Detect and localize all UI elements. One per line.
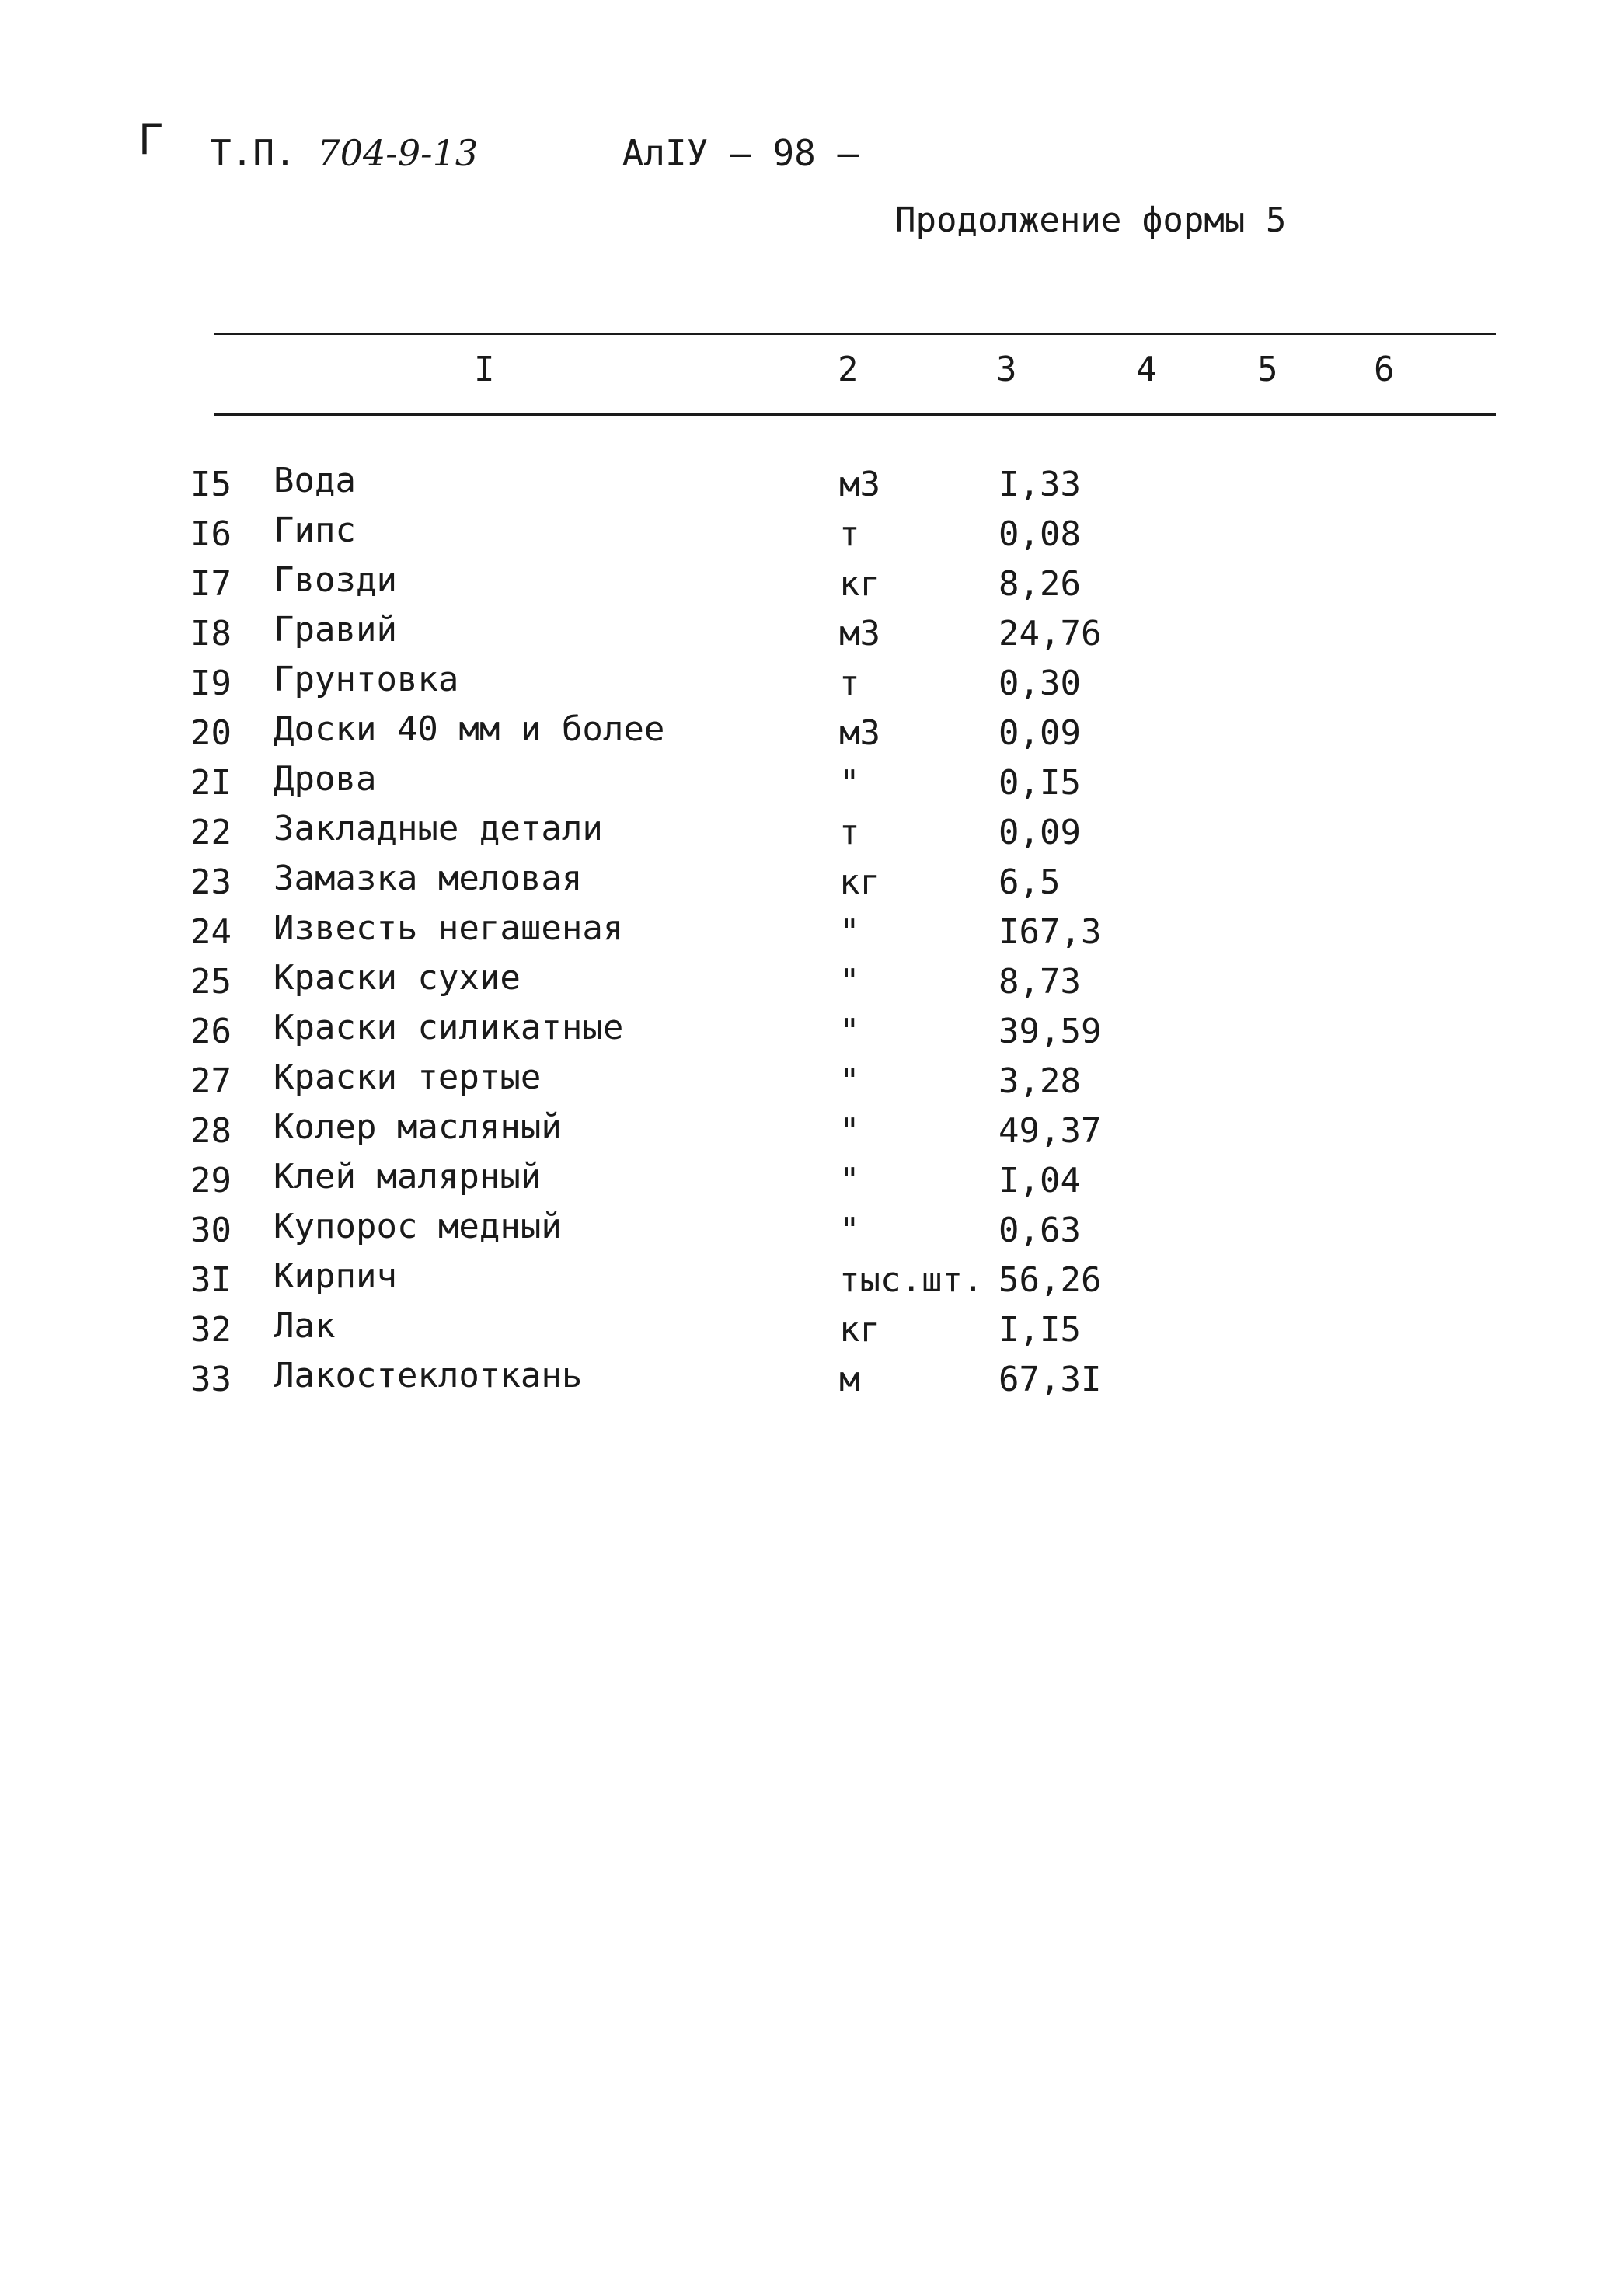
material-name: Дрова [274, 759, 377, 799]
row-number: I6 [190, 514, 232, 554]
quantity: 6,5 [998, 862, 1061, 902]
album-label: АлIУ [622, 132, 709, 174]
column-header: I [474, 350, 495, 389]
quantity: 39,59 [998, 1012, 1102, 1051]
quantity: 0,30 [998, 664, 1081, 703]
row-number: 25 [190, 962, 232, 1002]
material-name: Кирпич [274, 1256, 397, 1296]
row-number: I7 [190, 564, 232, 604]
unit: " [839, 1211, 860, 1250]
quantity: 67,3I [998, 1360, 1102, 1399]
material-name: Гвозди [274, 560, 397, 600]
row-number: 20 [190, 713, 232, 753]
unit: т [839, 514, 860, 554]
material-name: Гипс [274, 510, 356, 550]
quantity: 0,63 [998, 1211, 1081, 1250]
quantity: 8,73 [998, 962, 1081, 1002]
row-number: 28 [190, 1111, 232, 1151]
doc-prefix: Т.П. [210, 132, 296, 174]
row-number: 3I [190, 1260, 232, 1300]
material-name: Замазка меловая [274, 859, 583, 898]
row-number: 26 [190, 1012, 232, 1051]
unit: " [839, 1061, 860, 1101]
column-header: 6 [1374, 350, 1395, 389]
row-number: 27 [190, 1061, 232, 1101]
unit: " [839, 962, 860, 1002]
unit: кг [839, 564, 880, 604]
unit: м3 [839, 614, 880, 653]
row-number: I8 [190, 614, 232, 653]
material-name: Краски силикатные [274, 1008, 624, 1047]
material-name: Известь негашеная [274, 908, 624, 948]
column-header: 5 [1257, 350, 1278, 389]
quantity: 0,08 [998, 514, 1081, 554]
unit: т [839, 664, 860, 703]
quantity: I,33 [998, 465, 1081, 504]
material-name: Лакостеклоткань [274, 1356, 583, 1395]
unit: тыс.шт. [839, 1260, 984, 1300]
unit: " [839, 1012, 860, 1051]
quantity: I,04 [998, 1161, 1081, 1200]
row-number: 29 [190, 1161, 232, 1200]
quantity: 3,28 [998, 1061, 1081, 1101]
unit: м [839, 1360, 860, 1399]
quantity: 24,76 [998, 614, 1102, 653]
unit: " [839, 763, 860, 803]
unit: " [839, 912, 860, 952]
document-header [210, 132, 859, 174]
page-number: — 98 — [730, 132, 859, 174]
material-name: Лак [274, 1306, 336, 1346]
quantity: 0,09 [998, 813, 1081, 852]
table-top-rule [214, 333, 1496, 335]
row-number: 32 [190, 1310, 232, 1350]
row-number: 2I [190, 763, 232, 803]
unit: кг [839, 1310, 880, 1350]
page-subtitle: Продолжение формы 5 [895, 200, 1287, 240]
material-name: Купорос медный [274, 1207, 562, 1246]
material-name: Доски 40 мм и более [274, 709, 665, 749]
quantity: 56,26 [998, 1260, 1102, 1300]
quantity: 8,26 [998, 564, 1081, 604]
column-header: 2 [838, 350, 859, 389]
unit: " [839, 1161, 860, 1200]
material-name: Грунтовка [274, 660, 459, 699]
unit: т [839, 813, 860, 852]
table-header-rule [214, 413, 1496, 416]
unit: " [839, 1111, 860, 1151]
column-header: 4 [1136, 350, 1157, 389]
row-number: 24 [190, 912, 232, 952]
doc-code: 704-9-13 [317, 132, 479, 174]
row-number: I5 [190, 465, 232, 504]
material-name: Вода [274, 461, 356, 500]
material-name: Закладные детали [274, 809, 603, 848]
row-number: 30 [190, 1211, 232, 1250]
row-number: 33 [190, 1360, 232, 1399]
row-number: 23 [190, 862, 232, 902]
quantity: I,I5 [998, 1310, 1081, 1350]
material-name: Клей малярный [274, 1157, 542, 1197]
quantity: 0,09 [998, 713, 1081, 753]
column-header: 3 [996, 350, 1017, 389]
material-name: Краски тертые [274, 1057, 542, 1097]
quantity: I67,3 [998, 912, 1102, 952]
material-name: Колер масляный [274, 1107, 562, 1147]
material-name: Краски сухие [274, 958, 521, 998]
corner-mark: Г [138, 115, 164, 164]
unit: кг [839, 862, 880, 902]
unit: м3 [839, 465, 880, 504]
material-name: Гравий [274, 610, 397, 650]
row-number: I9 [190, 664, 232, 703]
quantity: 0,I5 [998, 763, 1081, 803]
unit: м3 [839, 713, 880, 753]
quantity: 49,37 [998, 1111, 1102, 1151]
row-number: 22 [190, 813, 232, 852]
